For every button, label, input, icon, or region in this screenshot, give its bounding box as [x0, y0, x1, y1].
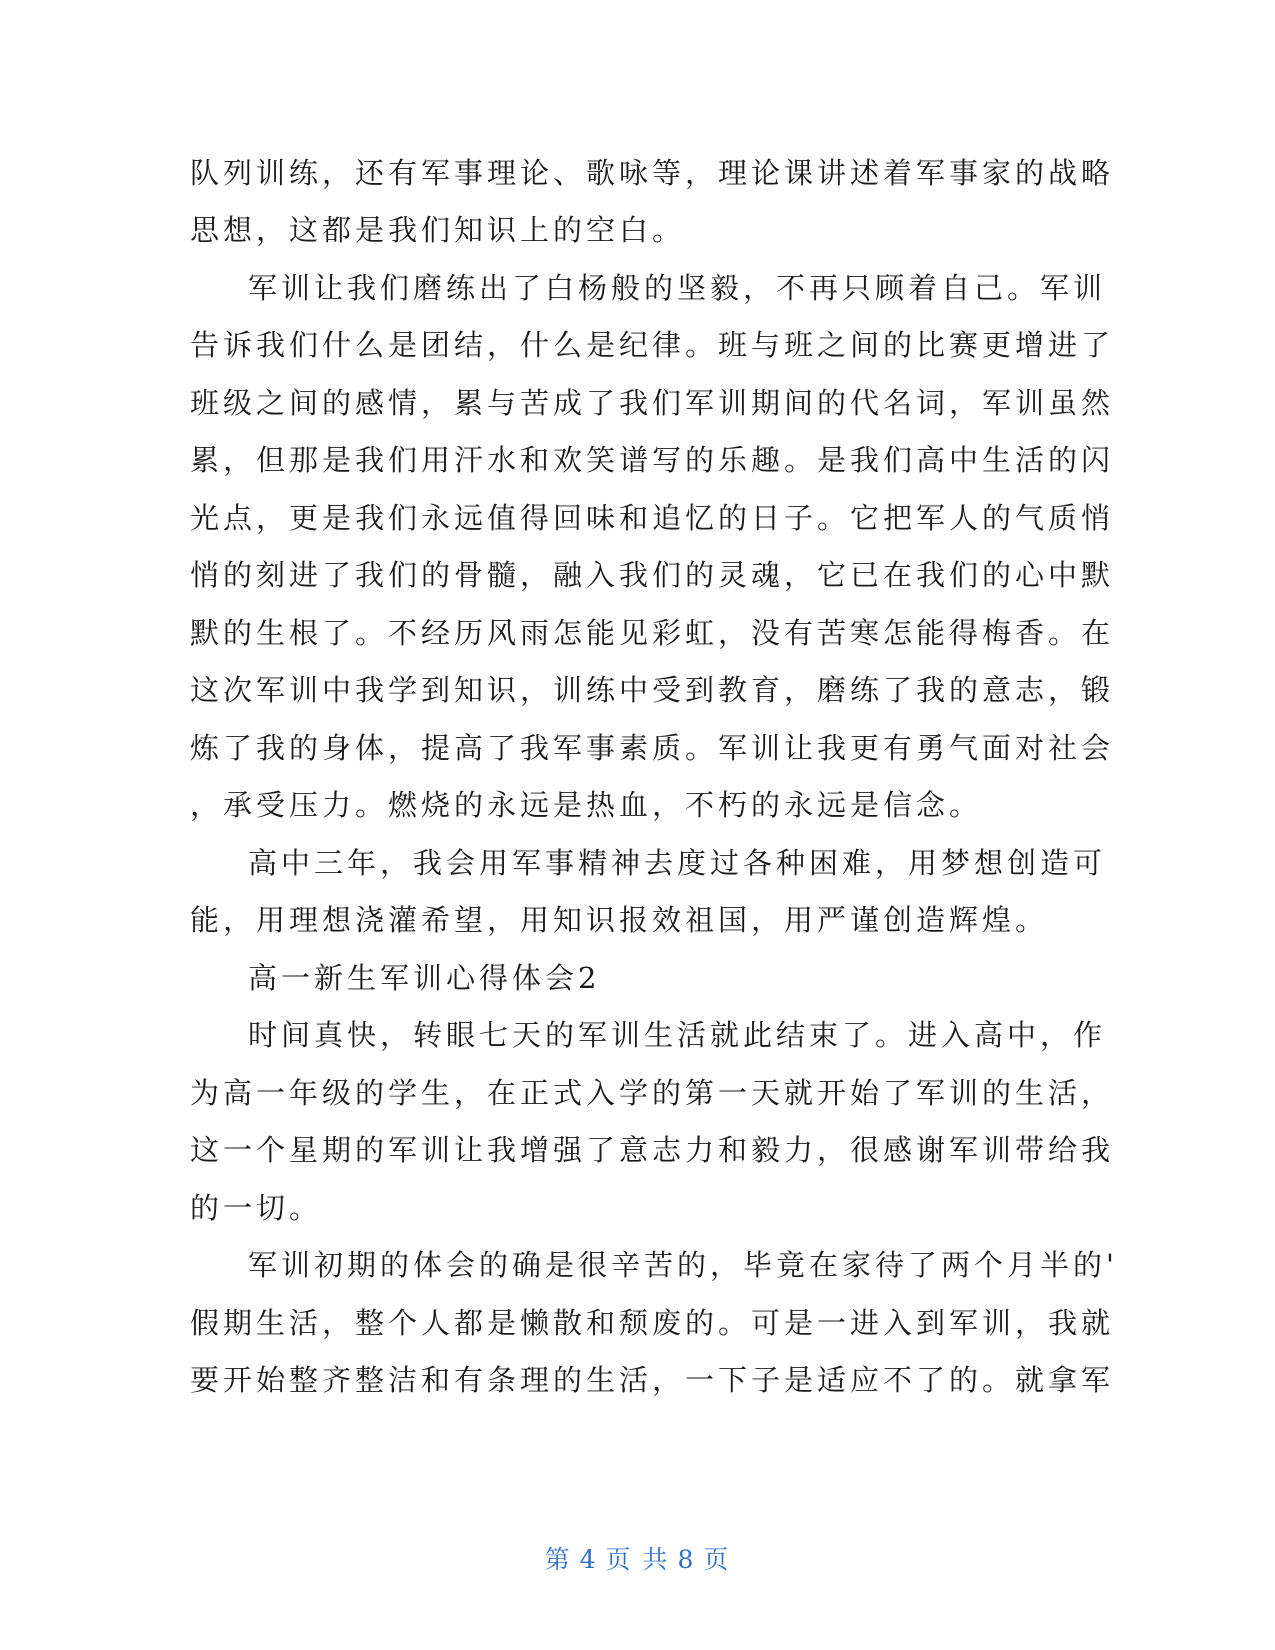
footer-middle: 页 共 [605, 1545, 670, 1574]
text-line: ，承受压力。燃烧的永远是热血，不朽的永远是信念。 [190, 788, 983, 822]
text-line: 要开始整齐整洁和有条理的生活，一下子是适应不了的。就拿军 [190, 1363, 1115, 1397]
text-line: 军训让我们磨练出了白杨般的坚毅，不再只顾着自己。军训 [248, 271, 1107, 305]
footer-suffix: 页 [703, 1545, 731, 1574]
text-line: 炼了我的身体，提高了我军事素质。军训让我更有勇气面对社会 [190, 731, 1115, 765]
text-line: 悄的刻进了我们的骨髓，融入我们的灵魂，它已在我们的心中默 [190, 558, 1115, 592]
footer-prefix: 第 [544, 1545, 572, 1574]
text-line: 时间真快，转眼七天的军训生活就此结束了。进入高中，作 [248, 1018, 1107, 1052]
text-line: 为高一年级的学生，在正式入学的第一天就开始了军训的生活， [190, 1076, 1115, 1110]
text-line: 默的生根了。不经历风雨怎能见彩虹，没有苦寒怎能得梅香。在 [190, 616, 1115, 650]
text-line: 军训初期的体会的确是很辛苦的，毕竟在家待了两个月半的' [248, 1248, 1118, 1282]
text-line: 队列训练，还有军事理论、歌咏等，理论课讲述着军事家的战略 [190, 156, 1115, 190]
text-line: 的一切。 [190, 1191, 323, 1225]
text-line: 这次军训中我学到知识，训练中受到教育，磨练了我的意志，锻 [190, 673, 1115, 707]
text-line: 假期生活，整个人都是懒散和颓废的。可是一进入到军训，我就 [190, 1306, 1115, 1340]
footer-total-pages: 8 [677, 1545, 696, 1574]
text-line: 这一个星期的军训让我增强了意志力和毅力，很感谢军训带给我 [190, 1133, 1115, 1167]
text-line: 班级之间的感情，累与苦成了我们军训期间的代名词，军训虽然 [190, 386, 1115, 420]
text-line: 告诉我们什么是团结，什么是纪律。班与班之间的比赛更增进了 [190, 328, 1115, 362]
footer-current-page: 4 [579, 1545, 598, 1574]
text-line: 思想，这都是我们知识上的空白。 [190, 213, 686, 247]
section-heading: 高一新生军训心得体会2 [248, 961, 601, 995]
text-line: 光点，更是我们永远值得回味和追忆的日子。它把军人的气质悄 [190, 501, 1115, 535]
text-line: 能，用理想浇灌希望，用知识报效祖国，用严谨创造辉煌。 [190, 903, 1049, 937]
text-line: 累，但那是我们用汗水和欢笑谱写的乐趣。是我们高中生活的闪 [190, 443, 1115, 477]
page-footer [0, 1540, 1275, 1576]
text-line: 高中三年，我会用军事精神去度过各种困难，用梦想创造可 [248, 846, 1107, 880]
